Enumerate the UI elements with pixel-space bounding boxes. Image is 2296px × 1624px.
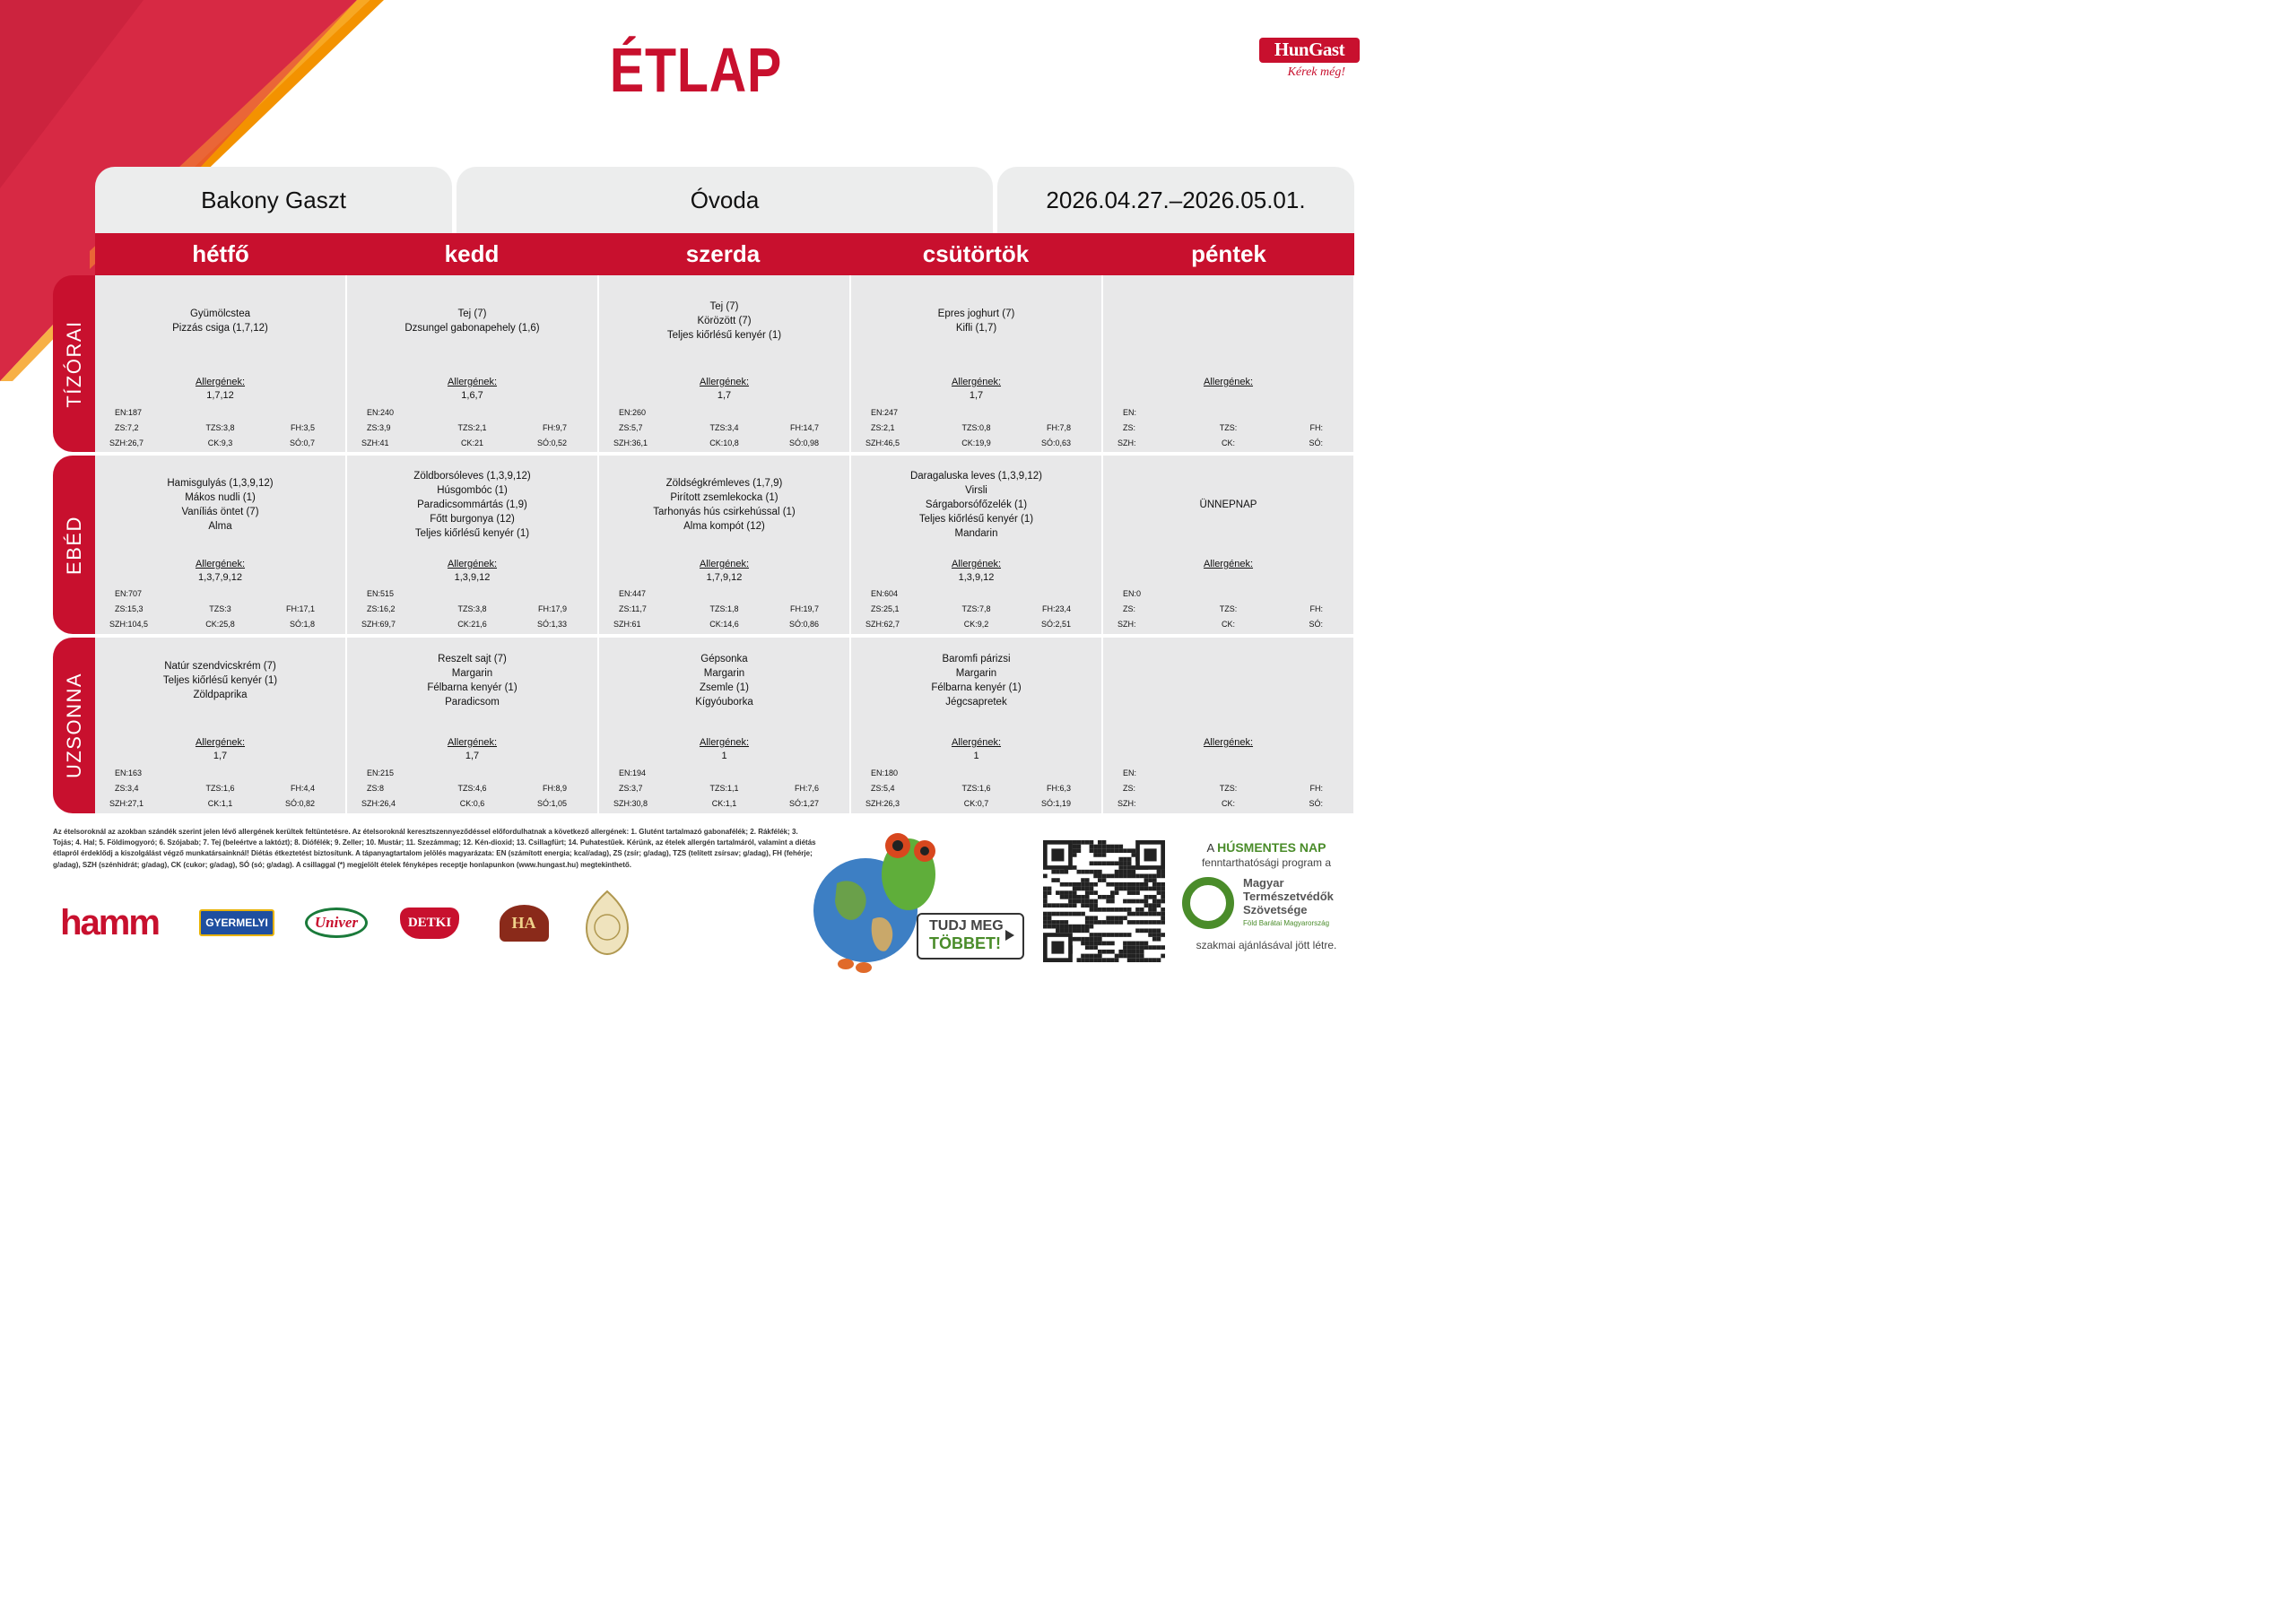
nutrient-fat: ZS:8 <box>367 784 385 793</box>
nutrient-energy: EN:515 <box>367 589 395 598</box>
nutrient-carbohydrate: SZH:46,5 <box>865 439 900 447</box>
nutrient-fat: ZS:7,2 <box>115 423 139 432</box>
allergen-heading: Allergének: <box>195 377 246 387</box>
dish-item: Dzsungel gabonapehely (1,6) <box>404 323 540 334</box>
nutrient-carbohydrate: SZH:62,7 <box>865 620 900 629</box>
dish-item: Alma <box>208 521 232 532</box>
menu-cell-ebed-wednesday <box>599 456 849 634</box>
play-arrow-icon <box>1005 930 1014 941</box>
nutrient-energy: EN:194 <box>619 769 647 777</box>
nutrient-salt: SÓ:0,98 <box>788 439 819 447</box>
nutrient-salt: SÓ:0,52 <box>536 439 567 447</box>
dish-item: Teljes kiőrlésű kenyér (1) <box>414 528 530 539</box>
nutrient-salt: SÓ:1,33 <box>536 620 567 629</box>
dish-item: Teljes kiőrlésű kenyér (1) <box>666 330 782 341</box>
supplier-tab <box>95 167 452 233</box>
nutrient-carbohydrate: SZH: <box>1118 620 1136 629</box>
nutrient-protein: FH:17,9 <box>537 604 567 613</box>
dish-item: Reszelt sajt (7) <box>438 654 507 664</box>
nutrient-protein: FH:3,5 <box>290 423 315 432</box>
dish-item: Margarin <box>955 668 997 679</box>
dish-item: Tej (7) <box>457 308 487 319</box>
dish-item: Körözött (7) <box>697 316 752 326</box>
nutrient-carbohydrate: SZH: <box>1118 799 1136 808</box>
menu-cell-ebed-thursday <box>851 456 1101 634</box>
nutrient-salt: SÓ: <box>1309 620 1323 629</box>
nutrient-protein: FH:9,7 <box>542 423 567 432</box>
dish-item: Pizzás csiga (1,7,12) <box>172 323 268 334</box>
nutrient-salt: SÓ:0,63 <box>1040 439 1071 447</box>
nutrient-protein: FH:7,8 <box>1046 423 1071 432</box>
nutrient-salt: SÓ:1,05 <box>536 799 567 808</box>
nutrient-fat: ZS:5,4 <box>871 784 895 793</box>
dish-item: Margarin <box>451 668 493 679</box>
nutrient-protein: FH:7,6 <box>794 784 819 793</box>
dish-item: Főtt burgonya (12) <box>430 514 515 525</box>
allergen-heading: Allergének: <box>195 559 246 569</box>
allergen-heading: Allergének: <box>447 737 498 748</box>
nutrient-saturated-fat: TZS:4,6 <box>457 784 487 793</box>
dish-item: Tarhonyás hús csirkehússal (1) <box>653 507 796 517</box>
dish-item: Kígyóuborka <box>695 697 753 708</box>
nutrient-fat: ZS:3,7 <box>619 784 643 793</box>
learn-more-line1: TUDJ MEG <box>929 918 1004 934</box>
nutrient-protein: FH:19,7 <box>789 604 819 613</box>
menu-cell-tizorai-friday <box>1103 275 1353 452</box>
nutrient-saturated-fat: TZS:3 <box>209 604 231 613</box>
allergen-heading: Allergének: <box>1203 377 1254 387</box>
allergen-heading: Allergének: <box>1203 559 1254 569</box>
allergen-codes: 1,3,7,9,12 <box>198 572 242 583</box>
nutrient-energy: EN:604 <box>871 589 899 598</box>
dish-list <box>347 307 597 335</box>
allergen-heading: Allergének: <box>195 737 246 748</box>
dish-item: Natúr szendvicskrém (7) <box>164 661 276 672</box>
dish-list <box>1103 498 1353 512</box>
nutrient-fat: ZS:5,7 <box>619 423 643 432</box>
quality-seal-icon <box>582 890 632 956</box>
nutrient-sugar: CK:21 <box>460 439 483 447</box>
nutrient-energy: EN:447 <box>619 589 647 598</box>
nutrient-energy: EN:163 <box>115 769 143 777</box>
nutrient-energy: EN:215 <box>367 769 395 777</box>
allergen-codes: 1,7 <box>969 390 984 401</box>
nutrient-saturated-fat: TZS:1,6 <box>205 784 235 793</box>
nutrient-protein: FH:17,1 <box>285 604 315 613</box>
org-name-1: Magyar <box>1243 876 1284 890</box>
dish-list <box>599 300 849 343</box>
org-name-2: Természetvédők <box>1243 890 1334 903</box>
nutrient-energy: EN:247 <box>871 408 899 417</box>
nutrient-sugar: CK:21,6 <box>457 620 487 629</box>
institution-tab <box>457 167 993 233</box>
allergen-heading: Allergének: <box>699 559 750 569</box>
menu-cell-tizorai-monday <box>95 275 345 452</box>
nutrient-sugar: CK:9,2 <box>963 620 989 629</box>
allergen-codes: 1,7,12 <box>206 390 234 401</box>
org-name-3: Szövetsége <box>1243 903 1308 916</box>
nutrient-sugar: CK:1,1 <box>711 799 737 808</box>
nutrient-salt: SÓ:0,86 <box>788 620 819 629</box>
nutrient-fat: ZS:25,1 <box>871 604 900 613</box>
dish-item: Baromfi párizsi <box>942 654 1011 664</box>
husmentes-nap-block <box>1177 840 1356 951</box>
nutrient-salt: SÓ: <box>1309 439 1323 447</box>
menu-cell-tizorai-thursday <box>851 275 1101 452</box>
menu-cell-uzsonna-monday <box>95 638 345 813</box>
nutrient-carbohydrate: SZH:36,1 <box>613 439 648 447</box>
dish-item: Gyümölcstea <box>189 308 251 319</box>
nutrient-carbohydrate: SZH:26,7 <box>109 439 144 447</box>
nutrient-sugar: CK:14,6 <box>709 620 739 629</box>
dish-item: Félbarna kenyér (1) <box>931 682 1022 693</box>
nutrient-fat: ZS: <box>1123 604 1136 613</box>
nutrient-energy: EN:180 <box>871 769 899 777</box>
nutrient-salt: SÓ:0,82 <box>284 799 315 808</box>
allergen-heading: Allergének: <box>447 377 498 387</box>
nutrient-saturated-fat: TZS: <box>1219 423 1238 432</box>
learn-more-button[interactable] <box>917 913 1024 960</box>
nutrient-salt: SÓ:1,8 <box>289 620 315 629</box>
nutrient-fat: ZS: <box>1123 423 1136 432</box>
dish-list <box>851 652 1101 709</box>
dish-item: Félbarna kenyér (1) <box>427 682 517 693</box>
dish-item: Teljes kiőrlésű kenyér (1) <box>918 514 1034 525</box>
menu-cell-tizorai-wednesday <box>599 275 849 452</box>
nutrient-protein: FH:23,4 <box>1041 604 1071 613</box>
nutrient-fat: ZS:16,2 <box>367 604 396 613</box>
nutrient-energy: EN:260 <box>619 408 647 417</box>
dish-item: Daragaluska leves (1,3,9,12) <box>909 471 1043 482</box>
allergen-codes: 1,7 <box>717 390 732 401</box>
institution-name: Óvoda <box>690 186 760 213</box>
day-friday: péntek <box>1191 240 1266 267</box>
row-label-tizorai: TÍZÓRAI <box>53 275 95 452</box>
page-title: ÉTLAP <box>609 35 783 105</box>
nutrient-sugar: CK:10,8 <box>709 439 739 447</box>
dish-item: Margarin <box>703 668 745 679</box>
dish-item: Jégcsapretek <box>945 697 1007 708</box>
nutrient-carbohydrate: SZH:41 <box>361 439 389 447</box>
menu-cell-ebed-monday <box>95 456 345 634</box>
dish-list <box>851 307 1101 335</box>
nutrient-protein: FH: <box>1309 423 1323 432</box>
day-thursday: csütörtök <box>922 240 1030 267</box>
nutrient-sugar: CK: <box>1221 439 1235 447</box>
dish-item: Zöldborsóleves (1,3,9,12) <box>413 471 531 482</box>
dish-item: Hamisgulyás (1,3,9,12) <box>167 478 274 489</box>
allergen-codes: 1 <box>721 751 727 761</box>
nutrient-fat: ZS:3,4 <box>115 784 139 793</box>
allergen-codes: 1 <box>973 751 979 761</box>
logo-brand: HunGast <box>1259 38 1360 63</box>
nutrient-carbohydrate: SZH:26,3 <box>865 799 900 808</box>
nutrient-salt: SÓ:1,19 <box>1040 799 1071 808</box>
nutrient-salt: SÓ:1,27 <box>788 799 819 808</box>
dish-item: Alma kompót (12) <box>683 521 765 532</box>
nutrient-protein: FH: <box>1309 784 1323 793</box>
date-range: 2026.04.27.–2026.05.01. <box>1046 186 1306 213</box>
husmentes-highlight: HÚSMENTES NAP <box>1217 840 1326 855</box>
nutrient-energy: EN:0 <box>1123 589 1142 598</box>
nutrient-energy: EN:187 <box>115 408 143 417</box>
menu-cell-tizorai-tuesday <box>347 275 597 452</box>
nutrient-sugar: CK: <box>1221 620 1235 629</box>
nutrient-carbohydrate: SZH:104,5 <box>109 620 149 629</box>
learn-more-line2: TÖBBET! <box>929 934 1001 952</box>
allergen-codes: 1,3,9,12 <box>958 572 995 583</box>
dish-item: Pirított zsemlekocka (1) <box>670 492 778 503</box>
nutrient-sugar: CK:9,3 <box>207 439 233 447</box>
menu-cell-uzsonna-friday <box>1103 638 1353 813</box>
nutrient-salt: SÓ: <box>1309 799 1323 808</box>
menu-cell-uzsonna-thursday <box>851 638 1101 813</box>
allergen-codes: 1,7 <box>465 751 480 761</box>
nutrient-fat: ZS:11,7 <box>619 604 647 613</box>
menu-cell-uzsonna-wednesday <box>599 638 849 813</box>
org-subtitle: Föld Barátai Magyarország <box>1243 919 1330 927</box>
dish-item: Vaníliás öntet (7) <box>181 507 259 517</box>
dish-list <box>599 476 849 534</box>
nutrient-carbohydrate: SZH: <box>1118 439 1136 447</box>
dish-item: Sárgaborsófőzelék (1) <box>925 499 1028 510</box>
dish-list <box>599 652 849 709</box>
nutrient-carbohydrate: SZH:27,1 <box>109 799 144 808</box>
nutrient-energy: EN: <box>1123 408 1137 417</box>
row-label-uzsonna: UZSONNA <box>53 638 95 813</box>
dish-item: ÜNNEPNAP <box>1199 499 1257 510</box>
nutrient-sugar: CK:0,6 <box>459 799 485 808</box>
nutrient-carbohydrate: SZH:69,7 <box>361 620 396 629</box>
nutrient-saturated-fat: TZS:7,8 <box>961 604 991 613</box>
dish-list <box>95 659 345 702</box>
nutrient-sugar: CK:0,7 <box>963 799 989 808</box>
allergen-codes: 1,7 <box>213 751 228 761</box>
nutrient-protein: FH:8,9 <box>542 784 567 793</box>
allergen-heading: Allergének: <box>699 737 750 748</box>
day-monday: hétfő <box>192 240 249 267</box>
allergen-heading: Allergének: <box>1203 737 1254 748</box>
dish-item: Paradicsommártás (1,9) <box>417 499 527 510</box>
nutrient-saturated-fat: TZS:0,8 <box>961 423 991 432</box>
nutrient-saturated-fat: TZS:1,8 <box>709 604 739 613</box>
gyermelyi-logo: GYERMELYI <box>201 902 273 943</box>
allergen-heading: Allergének: <box>951 377 1002 387</box>
univer-logo: Univer <box>302 902 370 943</box>
nutrient-fat: ZS:15,3 <box>115 604 144 613</box>
dish-item: Gépsonka <box>700 654 748 664</box>
day-wednesday: szerda <box>685 240 761 267</box>
menu-cell-ebed-friday <box>1103 456 1353 634</box>
dish-item: Teljes kiőrlésű kenyér (1) <box>162 675 278 686</box>
nutrient-sugar: CK:25,8 <box>205 620 235 629</box>
nutrient-sugar: CK:19,9 <box>961 439 991 447</box>
nutrient-salt: SÓ:2,51 <box>1040 620 1071 629</box>
dish-item: Paradicsom <box>445 697 500 708</box>
nutrient-saturated-fat: TZS:3,8 <box>457 604 487 613</box>
dish-list <box>95 476 345 534</box>
dish-item: Kifli (1,7) <box>955 323 997 334</box>
dish-item: Zöldpaprika <box>193 690 248 700</box>
allergen-codes: 1,6,7 <box>461 390 483 401</box>
row-label-ebed: EBÉD <box>53 456 95 634</box>
nutrient-energy: EN:240 <box>367 408 395 417</box>
day-tuesday: kedd <box>444 240 500 267</box>
nutrient-saturated-fat: TZS: <box>1219 784 1238 793</box>
supplier-name: Bakony Gaszt <box>201 186 346 213</box>
dish-item: Mandarin <box>954 528 998 539</box>
nutrient-protein: FH: <box>1309 604 1323 613</box>
dish-item: Zsemle (1) <box>700 682 749 693</box>
logo-tagline: Kérek még! <box>1287 65 1345 79</box>
dish-list <box>347 652 597 709</box>
dish-item: Epres joghurt (7) <box>937 308 1015 319</box>
nutrient-protein: FH:6,3 <box>1046 784 1071 793</box>
nutrient-carbohydrate: SZH:30,8 <box>613 799 648 808</box>
detki-logo: DETKI <box>399 902 460 943</box>
dish-list <box>851 469 1101 541</box>
nutrient-sugar: CK:1,1 <box>207 799 233 808</box>
allergen-heading: Allergének: <box>951 559 1002 569</box>
allergen-heading: Allergének: <box>447 559 498 569</box>
dish-item: Mákos nudli (1) <box>185 492 256 503</box>
nutrient-energy: EN:707 <box>115 589 143 598</box>
menu-cell-uzsonna-tuesday <box>347 638 597 813</box>
husmentes-line3: szakmai ajánlásával jött létre. <box>1196 939 1337 951</box>
allergen-heading: Allergének: <box>951 737 1002 748</box>
nutrient-protein: FH:14,7 <box>789 423 819 432</box>
nutrient-saturated-fat: TZS:2,1 <box>457 423 487 432</box>
hamm-logo: hamm <box>60 902 159 942</box>
qr-code-icon[interactable] <box>1043 840 1165 962</box>
nutrient-saturated-fat: TZS: <box>1219 604 1238 613</box>
nutrient-fat: ZS:2,1 <box>871 423 895 432</box>
date-tab <box>997 167 1354 233</box>
allergen-heading: Allergének: <box>699 377 750 387</box>
nutrient-sugar: CK: <box>1221 799 1235 808</box>
husmentes-prefix: A <box>1206 841 1214 855</box>
nutrient-salt: SÓ:0,7 <box>289 439 315 447</box>
allergen-footnote: Az ételsoroknál az azokban szándék szerint jelen lévő allergének kerültek feltüntetésre. Az ételsoroknál keresztszennyeződéssel előfordulhatnak a következő allergének: 1. Glutént tartalmazó gabonafélék; 2. Rákfélék; 3. Tojás; 4. Hal; 5. Földimogyoró; 6. Szójabab; 7. Tej (beleértve a laktózt); 8. Diófélék; 9. Zeller; 10. Mustár; 11. Szezámmag; 12. Kén-dioxid; 13. Csillagfürt; 14. Puhatestűek. Kérünk, az ételek allergén tartalmáról, valamint a diétás étlapról érdeklődj a kiszolgálást végző munkatársainknál! Diétás étkeztetést biztosítunk. A tápanyagtartalom jelölés magyarázata: EN (számított energia; kcal/adag), ZS (zsír; g/adag), TZS (telített zsírsav; g/adag), FH (fehérje; g/adag), SZH (szénhidrát; g/adag), CK (cukor; g/adag), SÓ (só; g/adag). A csillaggal (*) megjelölt ételek fényképes receptje honlapunkon (www.hungast.hu) megtekinthető. <box>53 828 816 869</box>
nutrient-carbohydrate: SZH:26,4 <box>361 799 396 808</box>
nutrient-saturated-fat: TZS:1,1 <box>709 784 739 793</box>
haziaranyi-logo: HA <box>491 902 556 943</box>
nutrient-carbohydrate: SZH:61 <box>613 620 641 629</box>
nutrient-saturated-fat: TZS:3,4 <box>709 423 739 432</box>
nutrient-saturated-fat: TZS:3,8 <box>205 423 235 432</box>
dish-list <box>95 307 345 335</box>
menu-cell-ebed-tuesday <box>347 456 597 634</box>
allergen-codes: 1,7,9,12 <box>706 572 743 583</box>
dish-item: Virsli <box>965 485 987 496</box>
dish-list <box>347 469 597 541</box>
dish-item: Zöldségkrémleves (1,7,9) <box>665 478 783 489</box>
hungast-logo <box>1259 38 1360 80</box>
husmentes-line2: fenntarthatósági program a <box>1201 856 1332 869</box>
nutrient-fat: ZS: <box>1123 784 1136 793</box>
dish-item: Tej (7) <box>709 301 739 312</box>
nutrient-energy: EN: <box>1123 769 1137 777</box>
mtvsz-ring-logo <box>1182 877 1234 929</box>
nutrient-saturated-fat: TZS:1,6 <box>961 784 991 793</box>
nutrient-fat: ZS:3,9 <box>367 423 391 432</box>
allergen-codes: 1,3,9,12 <box>454 572 491 583</box>
dish-item: Húsgombóc (1) <box>437 485 508 496</box>
nutrient-protein: FH:4,4 <box>290 784 315 793</box>
